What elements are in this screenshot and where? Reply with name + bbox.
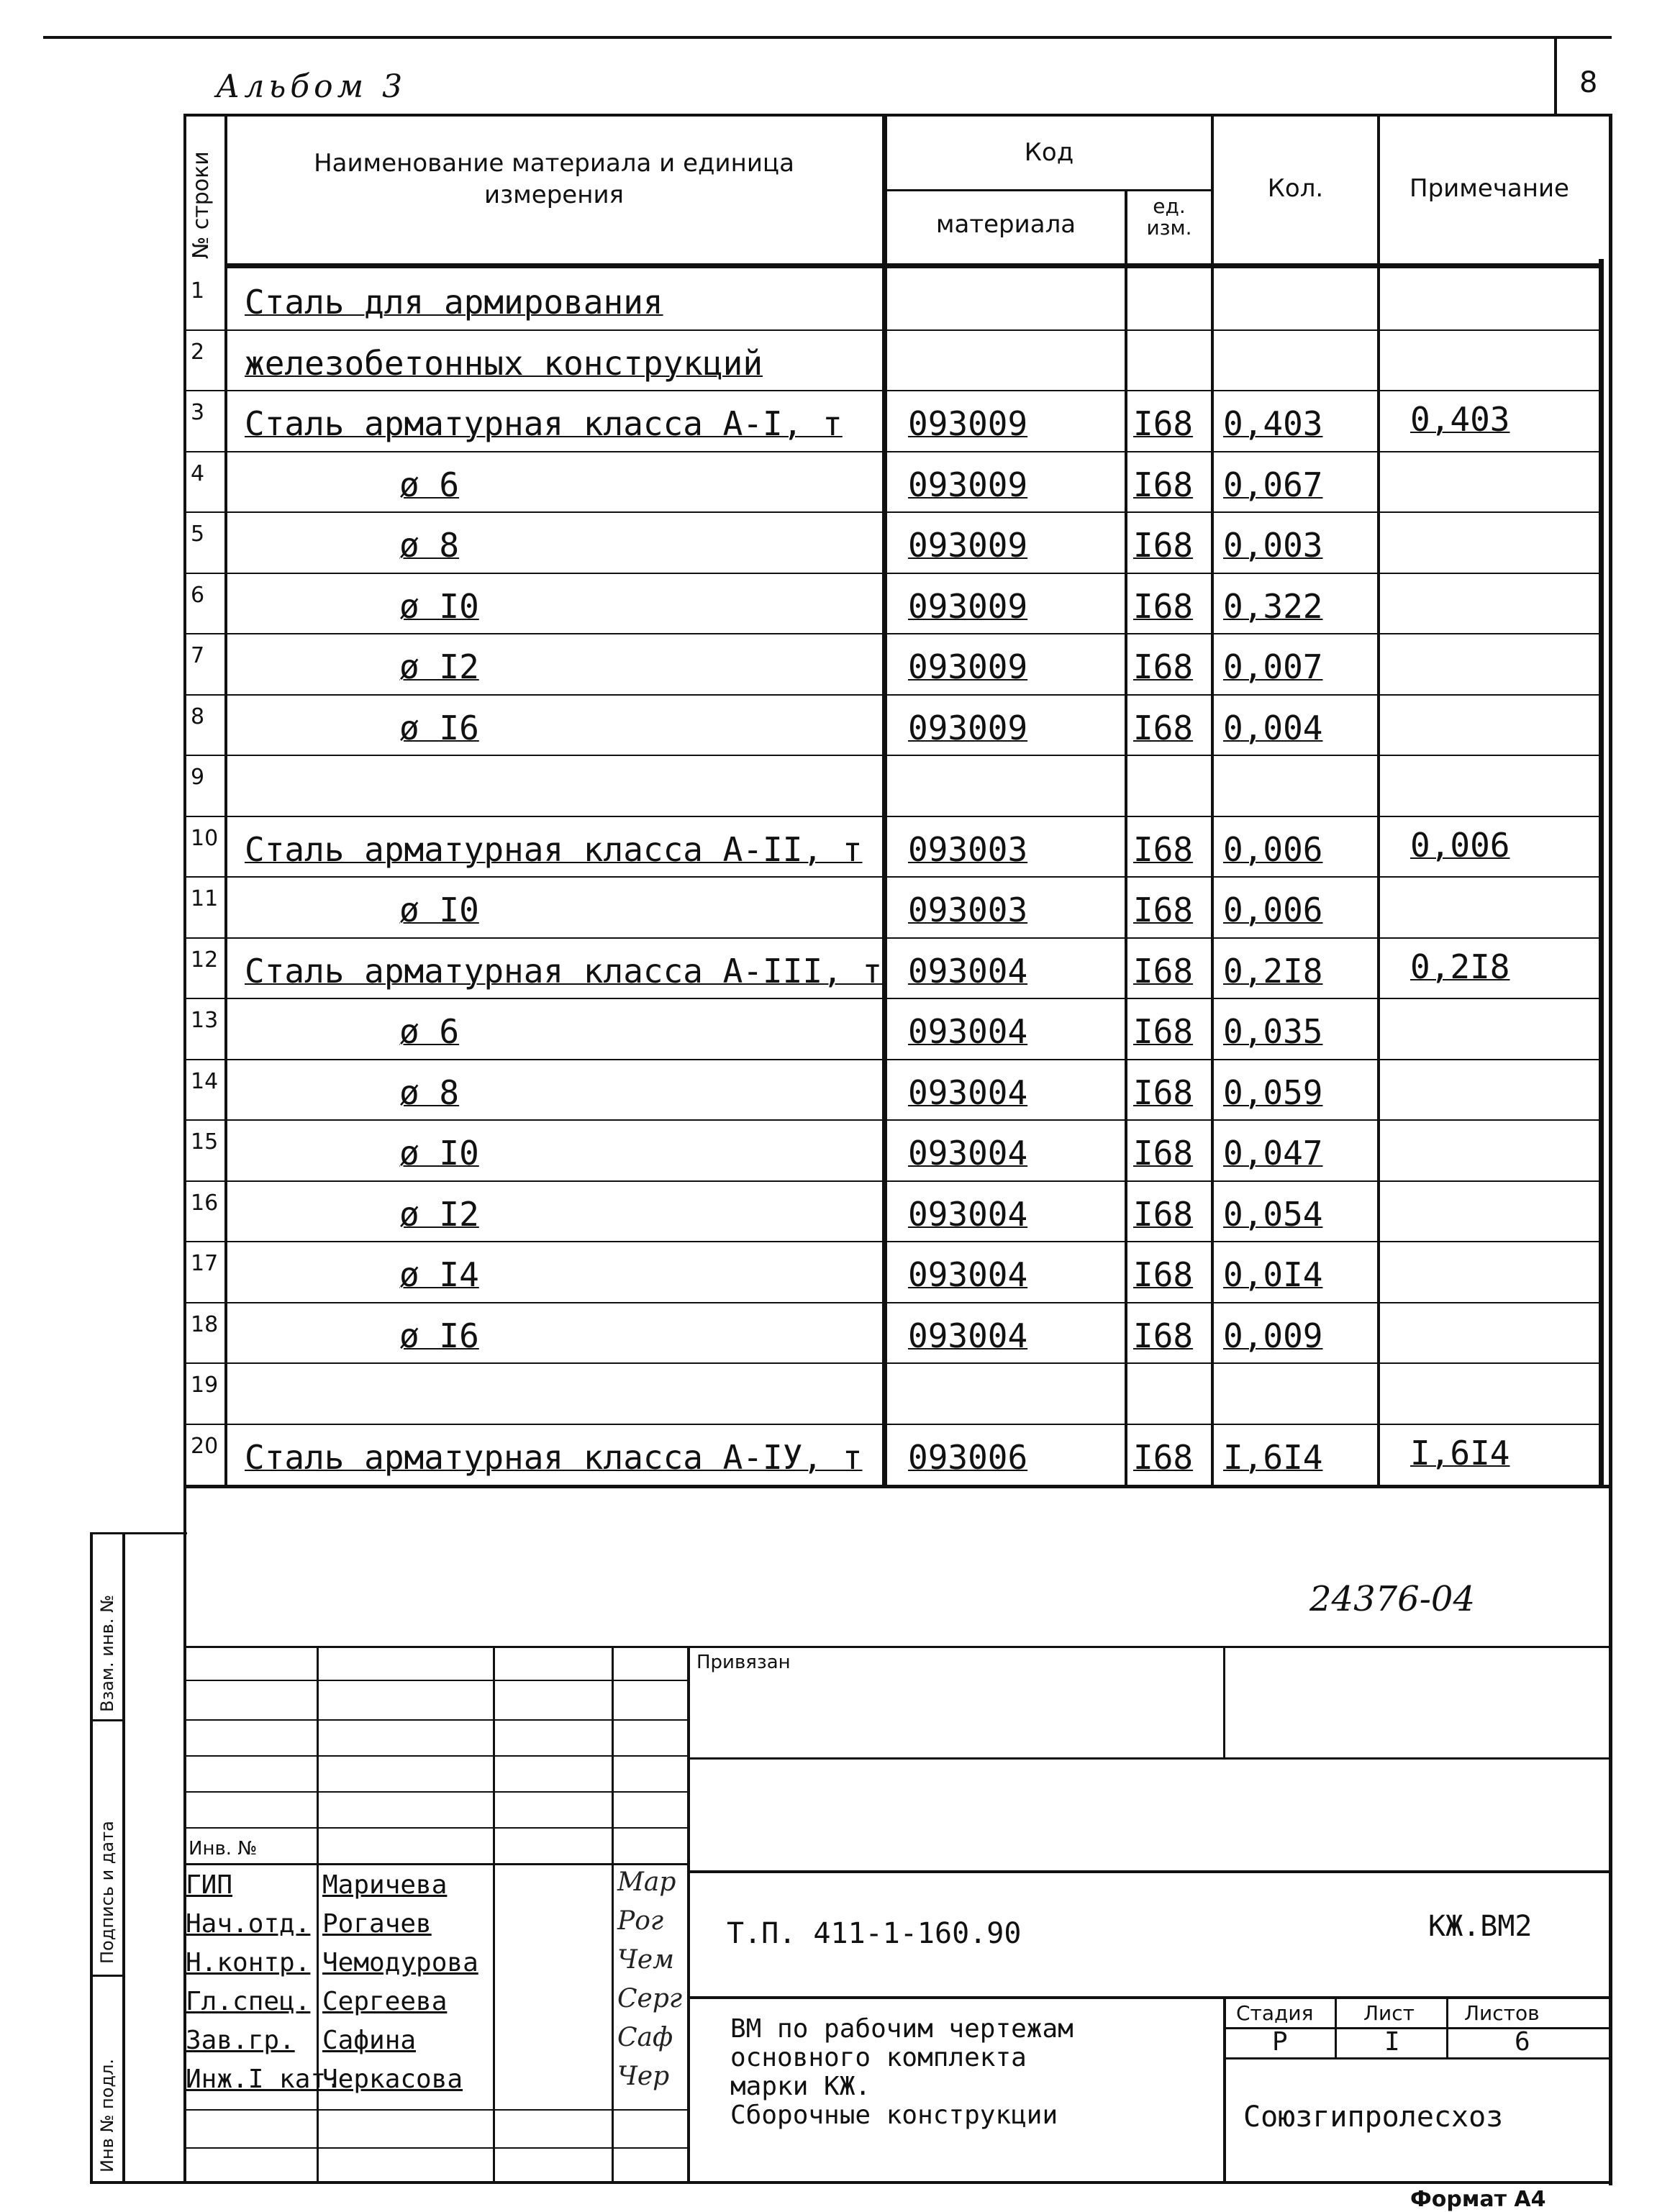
row-separator <box>183 1119 1602 1121</box>
row-separator <box>183 451 1602 452</box>
tb-org-split <box>1223 1996 1226 2182</box>
header-code: Код <box>1024 138 1074 167</box>
unit-code: I68 <box>1133 1437 1194 1477</box>
quantity: 0,403 <box>1223 404 1323 443</box>
row-number: 20 <box>191 1433 219 1459</box>
row-number: 13 <box>191 1008 219 1033</box>
unit-code: I68 <box>1133 465 1194 504</box>
row-separator <box>183 1302 1602 1303</box>
row-number: 5 <box>191 522 205 547</box>
header-row-no: № строки <box>189 151 214 259</box>
staff-role: Нач.отд. <box>186 1909 311 1939</box>
tb-main-top <box>687 1870 1612 1873</box>
row-separator <box>183 816 1602 817</box>
material-code: 093004 <box>908 1134 1028 1173</box>
album-label: Альбом 3 <box>216 68 407 105</box>
quantity: 0,2I8 <box>1223 951 1323 991</box>
note: 0,006 <box>1410 825 1510 865</box>
frame-right-border <box>1609 114 1612 2185</box>
material-code: 093003 <box>908 829 1028 869</box>
staff-role: Зав.гр. <box>186 2026 295 2055</box>
row-separator <box>183 1424 1602 1425</box>
sheets-header: Листов <box>1464 2001 1540 2025</box>
material-name: Сталь арматурная класса А-III, т <box>245 951 883 991</box>
note: I,6I4 <box>1410 1433 1510 1473</box>
tb-col1 <box>317 1646 319 2182</box>
format-label: Формат А4 <box>1410 2187 1546 2212</box>
row-number: 16 <box>191 1190 219 1216</box>
col-divider-code <box>882 114 887 1488</box>
row-number: 11 <box>191 886 219 911</box>
row-separator <box>183 329 1602 331</box>
archive-number: 24376-04 <box>1309 1579 1475 1619</box>
row-number: 15 <box>191 1129 219 1155</box>
material-name: ø 6 <box>399 1012 460 1051</box>
side-stamp-div2 <box>90 1975 122 1977</box>
inv-no-label: Инв. № <box>189 1838 258 1860</box>
header-code-material: материала <box>935 210 1076 239</box>
material-name: Сталь арматурная класса А-I, т <box>245 404 843 443</box>
row-number: 17 <box>191 1251 219 1276</box>
quantity: I,6I4 <box>1223 1437 1323 1477</box>
tb-grid-5 <box>183 1827 687 1829</box>
side-stamp-div1 <box>90 1719 122 1721</box>
row-separator <box>183 511 1602 513</box>
sheet-code: КЖ.ВМ2 <box>1428 1910 1533 1943</box>
side-label-podpis: Подпись и дата <box>97 1821 117 1964</box>
title-line-2: основного комплекта <box>730 2043 1027 2072</box>
tb-grid-2 <box>183 1719 687 1721</box>
row-number: 4 <box>191 460 205 486</box>
table-top-border <box>183 114 1612 117</box>
row-separator <box>183 998 1602 999</box>
signature: Мар <box>617 1867 676 1897</box>
tb-stage-col2 <box>1446 1996 1448 2058</box>
row-number: 9 <box>191 765 205 790</box>
signature: Саф <box>617 2023 673 2052</box>
quantity: 0,0I4 <box>1223 1255 1323 1294</box>
staff-name: Черкасова <box>322 2065 463 2094</box>
staff-role: Инж.I кат. <box>186 2065 342 2094</box>
row-number: 19 <box>191 1373 219 1398</box>
staff-role: ГИП <box>186 1870 233 1900</box>
sheet-value: I <box>1384 2027 1400 2057</box>
tb-stage-values-bottom <box>1223 2057 1612 2059</box>
stage-value: Р <box>1272 2027 1288 2057</box>
quantity: 0,004 <box>1223 708 1323 747</box>
col-divider-note <box>1377 114 1380 1488</box>
row-number: 18 <box>191 1311 219 1337</box>
row-separator <box>183 1241 1602 1242</box>
staff-name: Сергеева <box>322 1987 448 2016</box>
row-separator <box>183 694 1602 696</box>
col-divider-unit <box>1125 191 1127 1488</box>
tb-col4 <box>687 1646 690 2182</box>
material-name: железобетонных конструкций <box>245 343 763 383</box>
staff-name: Маричева <box>322 1870 448 1900</box>
quantity: 0,035 <box>1223 1012 1323 1051</box>
unit-code: I68 <box>1133 586 1194 626</box>
col-divider-qty <box>1211 114 1214 1488</box>
tb-privyazan-bottom <box>687 1757 1612 1760</box>
unit-code: I68 <box>1133 951 1194 991</box>
sheets-value: 6 <box>1515 2027 1530 2057</box>
header-note: Примечание <box>1409 174 1569 203</box>
material-code: 093004 <box>908 1316 1028 1355</box>
stage-header: Стадия <box>1236 2001 1314 2025</box>
row-separator <box>183 1059 1602 1060</box>
material-name: ø I0 <box>399 1134 479 1173</box>
row-number: 10 <box>191 825 219 851</box>
tb-stage-col1 <box>1335 1996 1337 2058</box>
material-code: 093004 <box>908 1012 1028 1051</box>
material-name: ø I4 <box>399 1255 479 1294</box>
quantity: 0,054 <box>1223 1194 1323 1234</box>
material-name: ø I2 <box>399 1194 479 1234</box>
note: 0,2I8 <box>1410 947 1510 986</box>
material-code: 093004 <box>908 1194 1028 1234</box>
quantity: 0,006 <box>1223 891 1323 929</box>
material-name: ø I2 <box>399 647 479 686</box>
page-number-divider <box>1554 36 1557 115</box>
tb-grid-1 <box>183 1680 687 1681</box>
staff-name: Рогачев <box>322 1909 432 1939</box>
organization: Союзгипролесхоз <box>1243 2101 1504 2134</box>
unit-code: I68 <box>1133 647 1194 686</box>
row-separator <box>183 1362 1602 1364</box>
material-code: 093004 <box>908 1073 1028 1112</box>
row-separator <box>183 937 1602 939</box>
material-name: ø I0 <box>399 891 479 929</box>
unit-code: I68 <box>1133 1255 1194 1294</box>
row-separator <box>183 876 1602 878</box>
material-name: Сталь для армирования <box>245 283 663 322</box>
tb-col3 <box>612 1646 614 2182</box>
sheet-header: Лист <box>1363 2001 1415 2025</box>
row-number: 6 <box>191 582 205 608</box>
quantity: 0,009 <box>1223 1316 1323 1355</box>
unit-code: I68 <box>1133 1073 1194 1112</box>
quantity: 0,047 <box>1223 1134 1323 1173</box>
unit-code: I68 <box>1133 1012 1194 1051</box>
material-name: ø I6 <box>399 1316 479 1355</box>
row-number: 8 <box>191 704 205 729</box>
material-code: 093009 <box>908 526 1028 565</box>
row-separator <box>183 633 1602 634</box>
table-right-thick <box>1599 259 1604 1488</box>
row-number: 7 <box>191 643 205 668</box>
doc-code: Т.П. 411-1-160.90 <box>727 1917 1022 1950</box>
page-number: 8 <box>1579 66 1598 99</box>
material-name: ø 6 <box>399 465 460 504</box>
row-number: 1 <box>191 278 205 304</box>
tb-grid-8 <box>183 2147 687 2149</box>
material-code: 093009 <box>908 465 1028 504</box>
row-number: 14 <box>191 1068 219 1094</box>
side-label-inv-podl: Инв № подл. <box>97 2059 117 2172</box>
tb-privyazan-split <box>1223 1646 1225 1757</box>
tb-main-mid <box>687 1996 1612 1999</box>
quantity: 0,006 <box>1223 829 1323 869</box>
row-separator <box>183 390 1602 391</box>
material-code: 093009 <box>908 647 1028 686</box>
table-bottom-border <box>183 1485 1612 1488</box>
table-left-border <box>183 114 186 1488</box>
staff-role: Н.контр. <box>186 1948 311 1977</box>
material-name: Сталь арматурная класса А-II, т <box>245 829 863 869</box>
tb-grid-7 <box>183 2109 687 2111</box>
material-code: 093009 <box>908 586 1028 626</box>
row-separator <box>183 1180 1602 1182</box>
material-name: ø I0 <box>399 586 479 626</box>
header-qty: Кол. <box>1267 174 1324 203</box>
material-code: 093003 <box>908 891 1028 929</box>
material-code: 093004 <box>908 951 1028 991</box>
quantity: 0,007 <box>1223 647 1323 686</box>
quantity: 0,067 <box>1223 465 1323 504</box>
material-name: ø 8 <box>399 526 460 565</box>
header-code-unit: ед. изм. <box>1146 194 1192 240</box>
staff-name: Сафина <box>322 2026 417 2055</box>
header-name: Наименование материала и единица измерения <box>314 149 794 209</box>
unit-code: I68 <box>1133 829 1194 869</box>
tb-grid-6 <box>183 1863 687 1865</box>
material-name: ø 8 <box>399 1073 460 1112</box>
side-stamp-left <box>90 1532 93 2183</box>
privyazan-label: Привязан <box>696 1652 791 1673</box>
quantity: 0,003 <box>1223 526 1323 565</box>
tb-top <box>183 1646 1612 1648</box>
unit-code: I68 <box>1133 708 1194 747</box>
title-line-3: марки КЖ. <box>730 2072 871 2101</box>
material-code: 093009 <box>908 708 1028 747</box>
unit-code: I68 <box>1133 1194 1194 1234</box>
side-stamp-right <box>122 1532 125 2183</box>
unit-code: I68 <box>1133 891 1194 929</box>
material-code: 093009 <box>908 404 1028 443</box>
title-line-4: Сборочные конструкции <box>730 2101 1058 2130</box>
signature: Чер <box>617 2062 670 2091</box>
material-name: ø I6 <box>399 708 479 747</box>
row-number: 2 <box>191 339 205 365</box>
row-number: 12 <box>191 947 219 973</box>
signature: Серг <box>617 1984 683 2013</box>
tb-grid-3 <box>183 1755 687 1757</box>
tb-grid-4 <box>183 1791 687 1793</box>
quantity: 0,059 <box>1223 1073 1323 1112</box>
header-bottom-border <box>224 263 1603 268</box>
unit-code: I68 <box>1133 1134 1194 1173</box>
row-separator <box>183 755 1602 756</box>
material-name: Сталь арматурная класса А-IУ, т <box>245 1437 863 1477</box>
unit-code: I68 <box>1133 1316 1194 1355</box>
row-separator <box>183 573 1602 574</box>
staff-role: Гл.спец. <box>186 1987 311 2016</box>
col-divider-rowno <box>224 114 227 1488</box>
material-code: 093006 <box>908 1437 1028 1477</box>
tb-col2 <box>493 1646 495 2182</box>
signature: Чем <box>617 1945 674 1975</box>
side-label-vzam: Взам. инв. № <box>97 1595 117 1712</box>
side-stamp-top <box>90 1532 187 1534</box>
unit-code: I68 <box>1133 404 1194 443</box>
staff-name: Чемодурова <box>322 1948 478 1977</box>
code-header-split <box>882 189 1212 191</box>
row-number: 3 <box>191 400 205 425</box>
title-line-1: ВМ по рабочим чертежам <box>730 2014 1073 2044</box>
quantity: 0,322 <box>1223 586 1323 626</box>
unit-code: I68 <box>1133 526 1194 565</box>
note: 0,403 <box>1410 400 1510 439</box>
material-code: 093004 <box>908 1255 1028 1294</box>
top-frame-line <box>43 36 1612 39</box>
signature: Рог <box>617 1906 664 1936</box>
